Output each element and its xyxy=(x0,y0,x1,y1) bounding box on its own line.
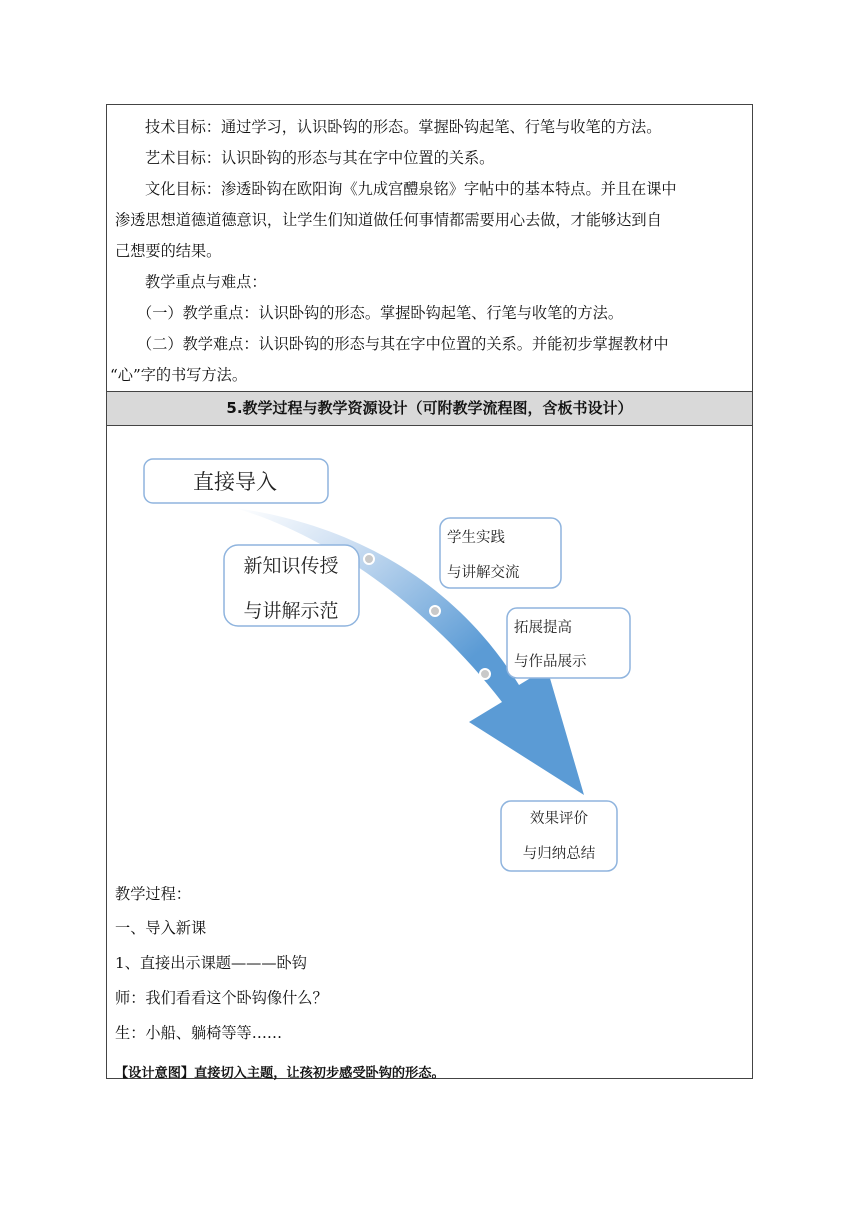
culture-goal-line-2: 渗透思想道德道德意识，让学生们知道做任何事情都需要用心去做，才能够达到自 xyxy=(115,211,662,229)
difficulty-line-1: （二）教学难点：认识卧钩的形态与其在字中位置的关系。并能初步掌握教材中 xyxy=(137,335,669,353)
step-4-label-2: 与作品展示 xyxy=(514,654,587,670)
process-title: 教学过程： xyxy=(115,885,191,903)
culture-goal-line-1: 文化目标：渗透卧钩在欧阳询《九成宫醴泉铭》字帖中的基本特点。并且在课中 xyxy=(145,180,677,198)
step-5-label-2: 与归纳总结 xyxy=(522,846,596,862)
key-point: （一）教学重点：认识卧钩的形态。掌握卧钩起笔、行笔与收笔的方法。 xyxy=(137,304,623,322)
focus-title: 教学重点与难点： xyxy=(145,273,267,291)
step-5-label-1: 效果评价 xyxy=(530,811,588,827)
art-goal: 艺术目标：认识卧钩的形态与其在字中位置的关系。 xyxy=(145,149,495,167)
item-1: 1、直接出示课题———卧钩 xyxy=(115,954,307,972)
flow-dot-2 xyxy=(430,606,440,616)
difficulty-line-2: “心”字的书写方法。 xyxy=(110,366,248,384)
step-3-label-1: 学生实践 xyxy=(447,530,505,546)
step-4-label-1: 拓展提高 xyxy=(514,620,572,636)
student-line: 生：小船、躺椅等等…… xyxy=(115,1024,283,1042)
step-3-label-2: 与讲解交流 xyxy=(447,565,520,581)
flow-dot-3 xyxy=(480,669,490,679)
step-2-label-2: 与讲解示范 xyxy=(243,600,339,622)
teaching-flowchart xyxy=(107,105,752,905)
flow-dot-1 xyxy=(364,554,374,564)
part-1-heading: 一、导入新课 xyxy=(115,919,207,937)
tech-goal: 技术目标：通过学习，认识卧钩的形态。掌握卧钩起笔、行笔与收笔的方法。 xyxy=(145,118,662,136)
teacher-line: 师：我们看看这个卧钩像什么？ xyxy=(115,989,328,1007)
step-2-label-1: 新知识传授 xyxy=(243,555,339,577)
lesson-plan-table xyxy=(106,104,753,1079)
step-1-label: 直接导入 xyxy=(193,470,277,494)
section-title: 5.教学过程与教学资源设计（可附教学流程图，含板书设计） xyxy=(107,391,752,426)
design-intent-note: 【设计意图】直接切入主题，让孩初步感受卧钩的形态。 xyxy=(115,1066,445,1081)
culture-goal-line-3: 己想要的结果。 xyxy=(115,242,222,260)
